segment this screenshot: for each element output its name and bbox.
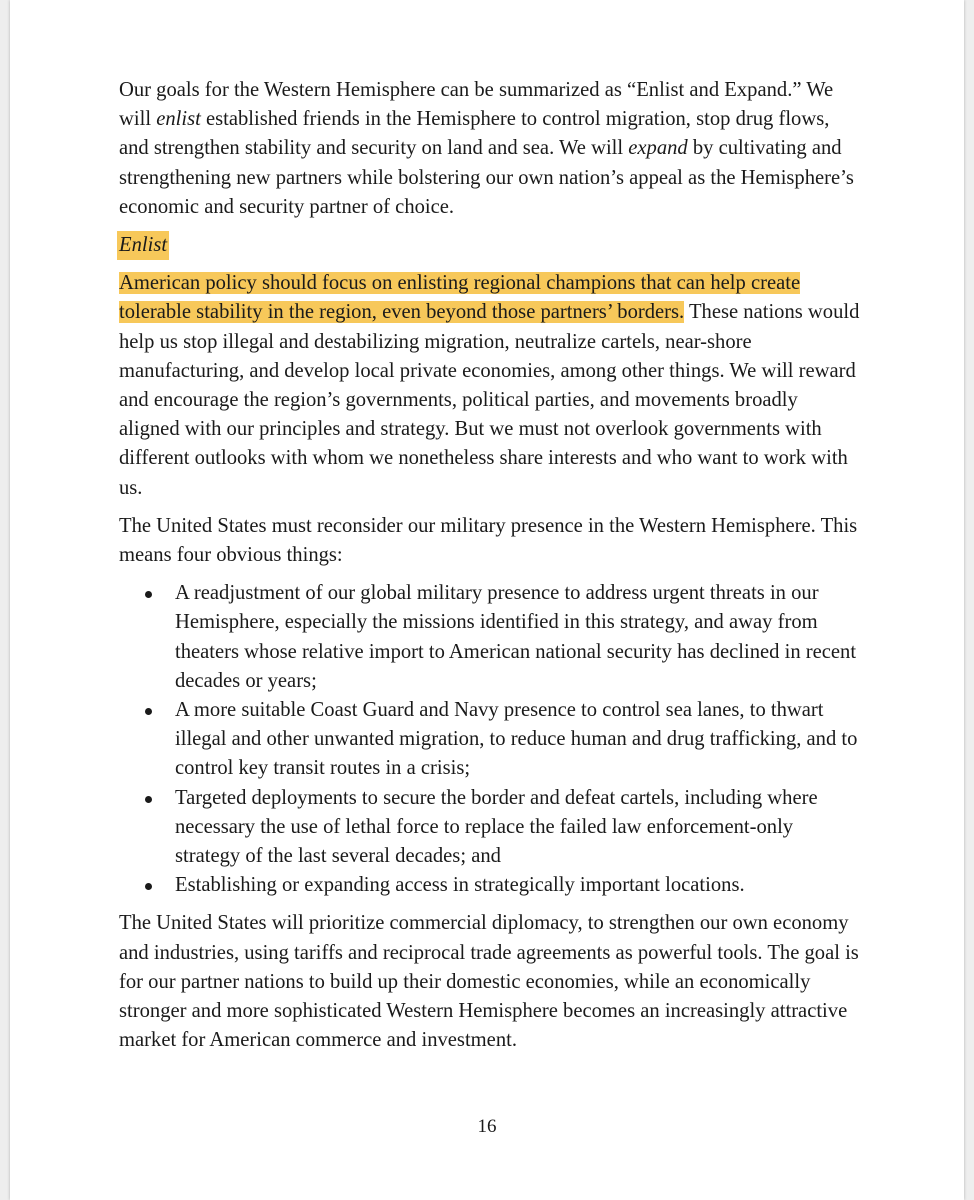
highlighted-sentence: American policy should focus on enlisting regional champions that can help create tolerable stability in the region, even beyond those partners’ borders. bbox=[119, 272, 801, 324]
paragraph-military-presence: The United States must reconsider our military presence in the Western Hemisphere. This means four obvious things: bbox=[119, 514, 858, 567]
section-heading-enlist bbox=[119, 231, 861, 260]
list-item: A readjustment of our global military presence to address urgent threats in our Hemisphere, especially the missions identified in this strategy, and away from theaters whose relative import to American national security has declined in recent decades or years; bbox=[119, 579, 861, 696]
list-item: Targeted deployments to secure the border and defeat cartels, including where necessary the use of lethal force to replace the failed law enforcement-only strategy of the last several decades; and bbox=[119, 784, 861, 872]
bullet-icon bbox=[145, 708, 152, 715]
document-page bbox=[10, 0, 964, 1200]
bullet-icon bbox=[145, 591, 152, 598]
paragraph-enlist: American policy should focus on enlisting regional champions that can help create tolerable stability in the region, even beyond those partners’ borders. These nations would help us stop illegal and destabilizing migration, neutralize cartels, near-shore manufacturing, and develop local private economies, among other things. We will reward and encourage the region’s governments, political parties, and movements broadly aligned with our principles and strategy. But we must not overlook governments with different outlooks with whom we nonetheless share interests and who want to work with us. bbox=[119, 272, 860, 499]
bullet-icon bbox=[145, 796, 152, 803]
emphasis-expand: expand bbox=[628, 137, 688, 160]
paragraph-goals: Our goals for the Western Hemisphere can be summarized as “Enlist and Expand.” We will enlist established friends in the Hemisphere to control migration, stop drug flows, and strengthen stability and security on land and sea. We will expand by cultivating and strengthening new partners while bolstering our own nation’s appeal as the Hemisphere’s economic and security partner of choice. bbox=[119, 79, 854, 218]
highlighted-heading: Enlist bbox=[117, 231, 169, 260]
page-number: 16 bbox=[477, 1116, 497, 1137]
bullet-list bbox=[119, 579, 861, 900]
list-item: Establishing or expanding access in strategically important locations. bbox=[119, 871, 861, 900]
list-item: A more suitable Coast Guard and Navy presence to control sea lanes, to thwart illegal and other unwanted migration, to reduce human and drug trafficking, and to control key transit routes in a crisis; bbox=[119, 696, 861, 784]
bullet-icon bbox=[145, 883, 152, 890]
page-content bbox=[119, 76, 861, 1065]
emphasis-enlist: enlist bbox=[156, 108, 201, 131]
paragraph-commercial-diplomacy: The United States will prioritize commercial diplomacy, to strengthen our own economy and industries, using tariffs and reciprocal trade agreements as powerful tools. The goal is for our partner nations to build up their domestic economies, while an economically stronger and more sophisticated Western Hemisphere becomes an increasingly attractive market for American commerce and investment. bbox=[119, 912, 859, 1052]
